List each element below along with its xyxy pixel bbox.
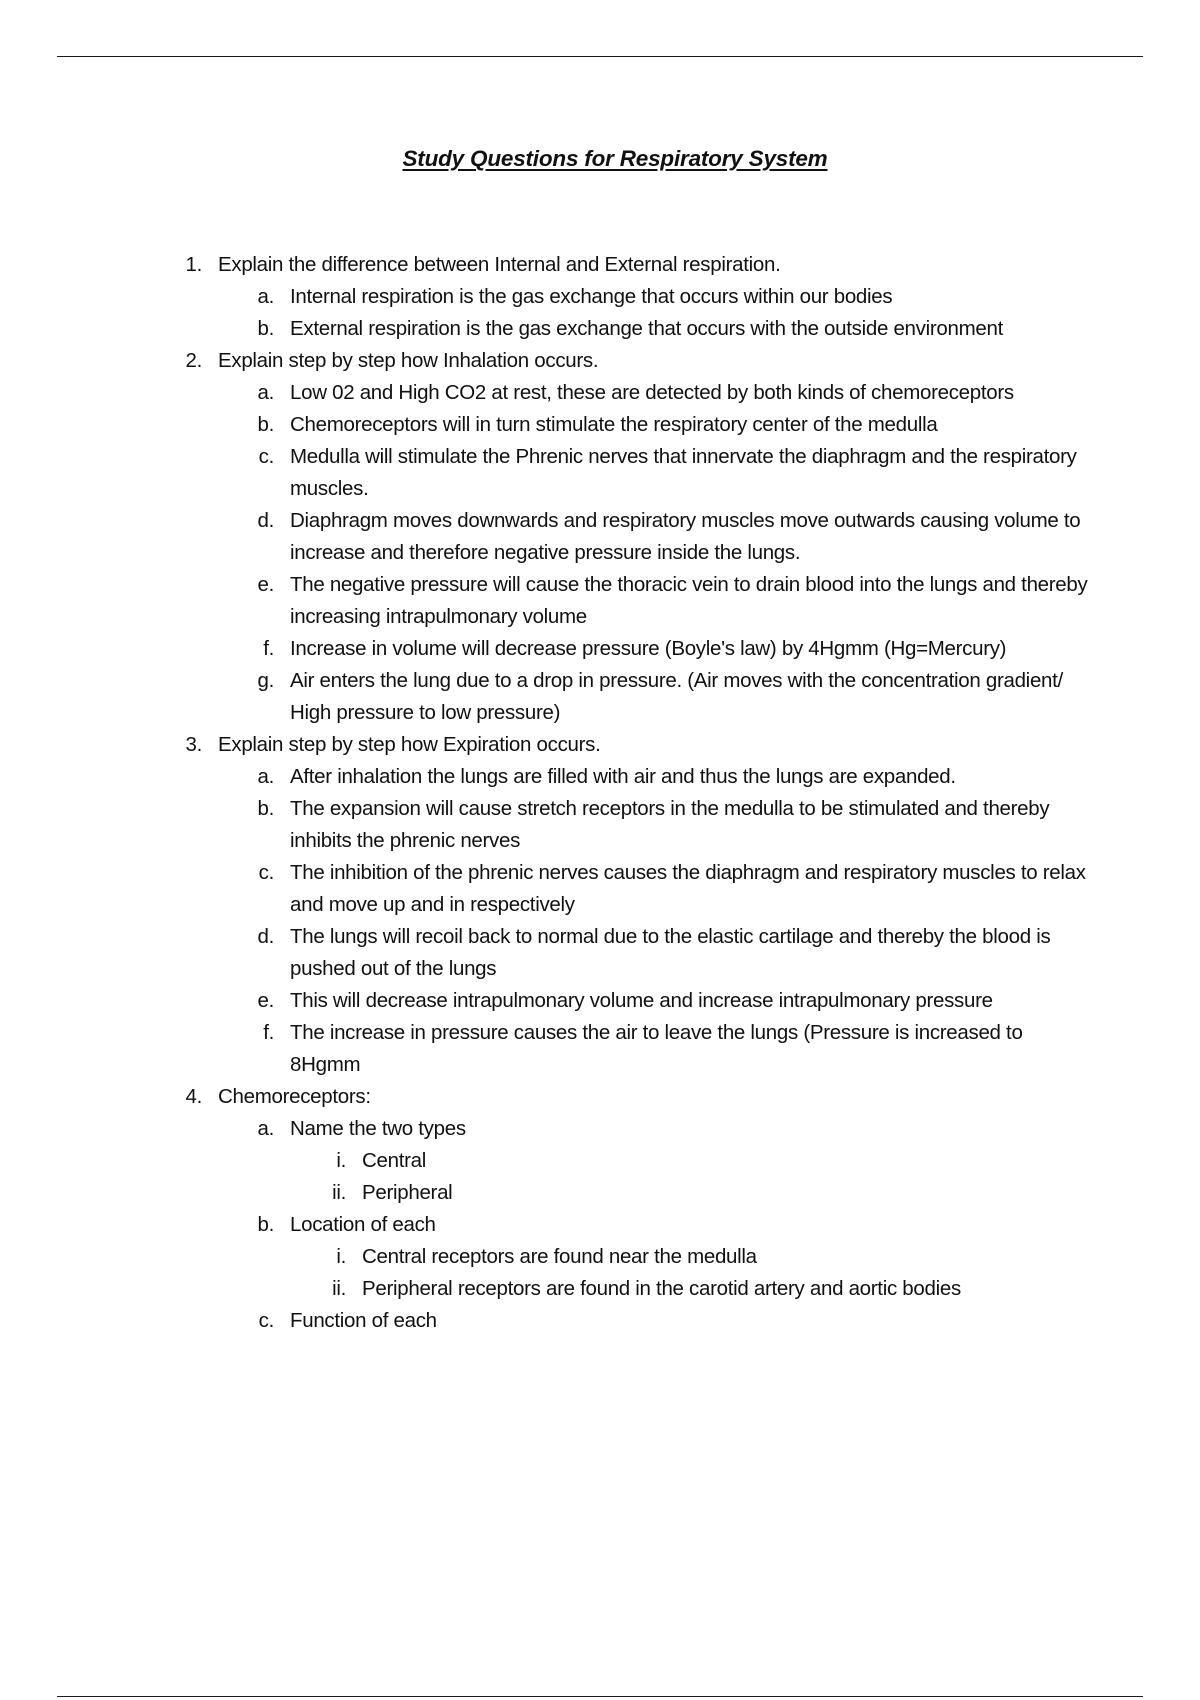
answer-text: Low 02 and High CO2 at rest, these are detected by both kinds of chemoreceptors xyxy=(290,381,1014,404)
answer-item xyxy=(180,441,1090,505)
answer-text: The expansion will cause stretch receptors in the medulla to be stimulated and thereby inhibits the phrenic nerves xyxy=(290,797,1050,852)
question-marker: 4. xyxy=(185,1085,202,1108)
subanswer-item xyxy=(180,1145,1090,1177)
answer-marker: c. xyxy=(258,445,274,468)
question-text: Chemoreceptors: xyxy=(218,1085,371,1108)
answer-marker: b. xyxy=(257,797,274,820)
subanswer-marker: i. xyxy=(336,1245,346,1268)
answer-marker: a. xyxy=(257,381,274,404)
answer-marker: a. xyxy=(257,1117,274,1140)
answer-item xyxy=(180,313,1090,345)
answer-marker: g. xyxy=(257,669,274,692)
answer-text: External respiration is the gas exchange that occurs with the outside environment xyxy=(290,317,1003,340)
answer-item xyxy=(180,921,1090,985)
answer-marker: b. xyxy=(257,1213,274,1236)
answer-item xyxy=(180,793,1090,857)
subanswer-item xyxy=(180,1241,1090,1273)
top-divider xyxy=(57,56,1143,57)
answer-marker: b. xyxy=(257,317,274,340)
answer-text: Chemoreceptors will in turn stimulate the respiratory center of the medulla xyxy=(290,413,938,436)
answer-text: The lungs will recoil back to normal due to the elastic cartilage and thereby the blood is pushed out of the lungs xyxy=(290,925,1051,980)
subanswer-text: Central xyxy=(362,1149,426,1172)
answer-marker: e. xyxy=(257,573,274,596)
answer-marker: e. xyxy=(257,989,274,1012)
answer-marker: b. xyxy=(257,413,274,436)
question-item xyxy=(180,249,1090,281)
subanswer-text: Peripheral receptors are found in the carotid artery and aortic bodies xyxy=(362,1277,961,1300)
answer-text: Medulla will stimulate the Phrenic nerves that innervate the diaphragm and the respiratory muscles. xyxy=(290,445,1077,500)
bottom-divider xyxy=(57,1696,1143,1697)
subanswer-item xyxy=(180,1177,1090,1209)
answer-item xyxy=(180,1305,1090,1337)
answer-item xyxy=(180,377,1090,409)
answer-text: Location of each xyxy=(290,1213,436,1236)
question-item xyxy=(180,1081,1090,1113)
question-item xyxy=(180,345,1090,377)
answer-text: The negative pressure will cause the thoracic vein to drain blood into the lungs and thereby increasing intrapulmonary volume xyxy=(290,573,1088,628)
answer-text: Name the two types xyxy=(290,1117,466,1140)
answer-marker: a. xyxy=(257,285,274,308)
answer-marker: d. xyxy=(257,925,274,948)
question-text: Explain the difference between Internal and External respiration. xyxy=(218,253,781,276)
answer-item xyxy=(180,505,1090,569)
answer-item xyxy=(180,761,1090,793)
subanswer-text: Central receptors are found near the medulla xyxy=(362,1245,757,1268)
answer-text: Diaphragm moves downwards and respiratory muscles move outwards causing volume to increase and therefore negative pressure inside the lungs. xyxy=(290,509,1081,564)
subanswer-marker: i. xyxy=(336,1149,346,1172)
question-marker: 1. xyxy=(185,253,202,276)
answer-text: Function of each xyxy=(290,1309,437,1332)
subanswer-item xyxy=(180,1273,1090,1305)
answer-item xyxy=(180,857,1090,921)
answer-item xyxy=(180,409,1090,441)
question-item xyxy=(180,729,1090,761)
answer-item xyxy=(180,1017,1090,1081)
answer-marker: a. xyxy=(257,765,274,788)
answer-text: This will decrease intrapulmonary volume and increase intrapulmonary pressure xyxy=(290,989,993,1012)
answer-item xyxy=(180,985,1090,1017)
subanswer-marker: ii. xyxy=(332,1181,346,1204)
answer-marker: c. xyxy=(258,1309,274,1332)
answer-marker: f. xyxy=(263,637,274,660)
answer-text: Air enters the lung due to a drop in pressure. (Air moves with the concentration gradient/ High pressure to low pressure) xyxy=(290,669,1063,724)
answer-text: The increase in pressure causes the air to leave the lungs (Pressure is increased to 8Hgmm xyxy=(290,1021,1023,1076)
answer-text: Increase in volume will decrease pressure (Boyle's law) by 4Hgmm (Hg=Mercury) xyxy=(290,637,1007,660)
answer-item xyxy=(180,1113,1090,1145)
answer-item xyxy=(180,1209,1090,1241)
answer-item xyxy=(180,633,1090,665)
answer-text: After inhalation the lungs are filled with air and thus the lungs are expanded. xyxy=(290,765,956,788)
page-title: Study Questions for Respiratory System xyxy=(402,146,828,171)
answer-item xyxy=(180,281,1090,313)
answer-item xyxy=(180,665,1090,729)
question-list xyxy=(180,249,1090,1337)
question-text: Explain step by step how Inhalation occurs. xyxy=(218,349,599,372)
answer-marker: d. xyxy=(257,509,274,532)
answer-item xyxy=(180,569,1090,633)
question-text: Explain step by step how Expiration occurs. xyxy=(218,733,601,756)
question-marker: 2. xyxy=(185,349,202,372)
question-marker: 3. xyxy=(185,733,202,756)
answer-text: Internal respiration is the gas exchange that occurs within our bodies xyxy=(290,285,893,308)
answer-marker: c. xyxy=(258,861,274,884)
subanswer-marker: ii. xyxy=(332,1277,346,1300)
answer-marker: f. xyxy=(263,1021,274,1044)
answer-text: The inhibition of the phrenic nerves causes the diaphragm and respiratory muscles to relax and move up and in respectively xyxy=(290,861,1086,916)
subanswer-text: Peripheral xyxy=(362,1181,453,1204)
